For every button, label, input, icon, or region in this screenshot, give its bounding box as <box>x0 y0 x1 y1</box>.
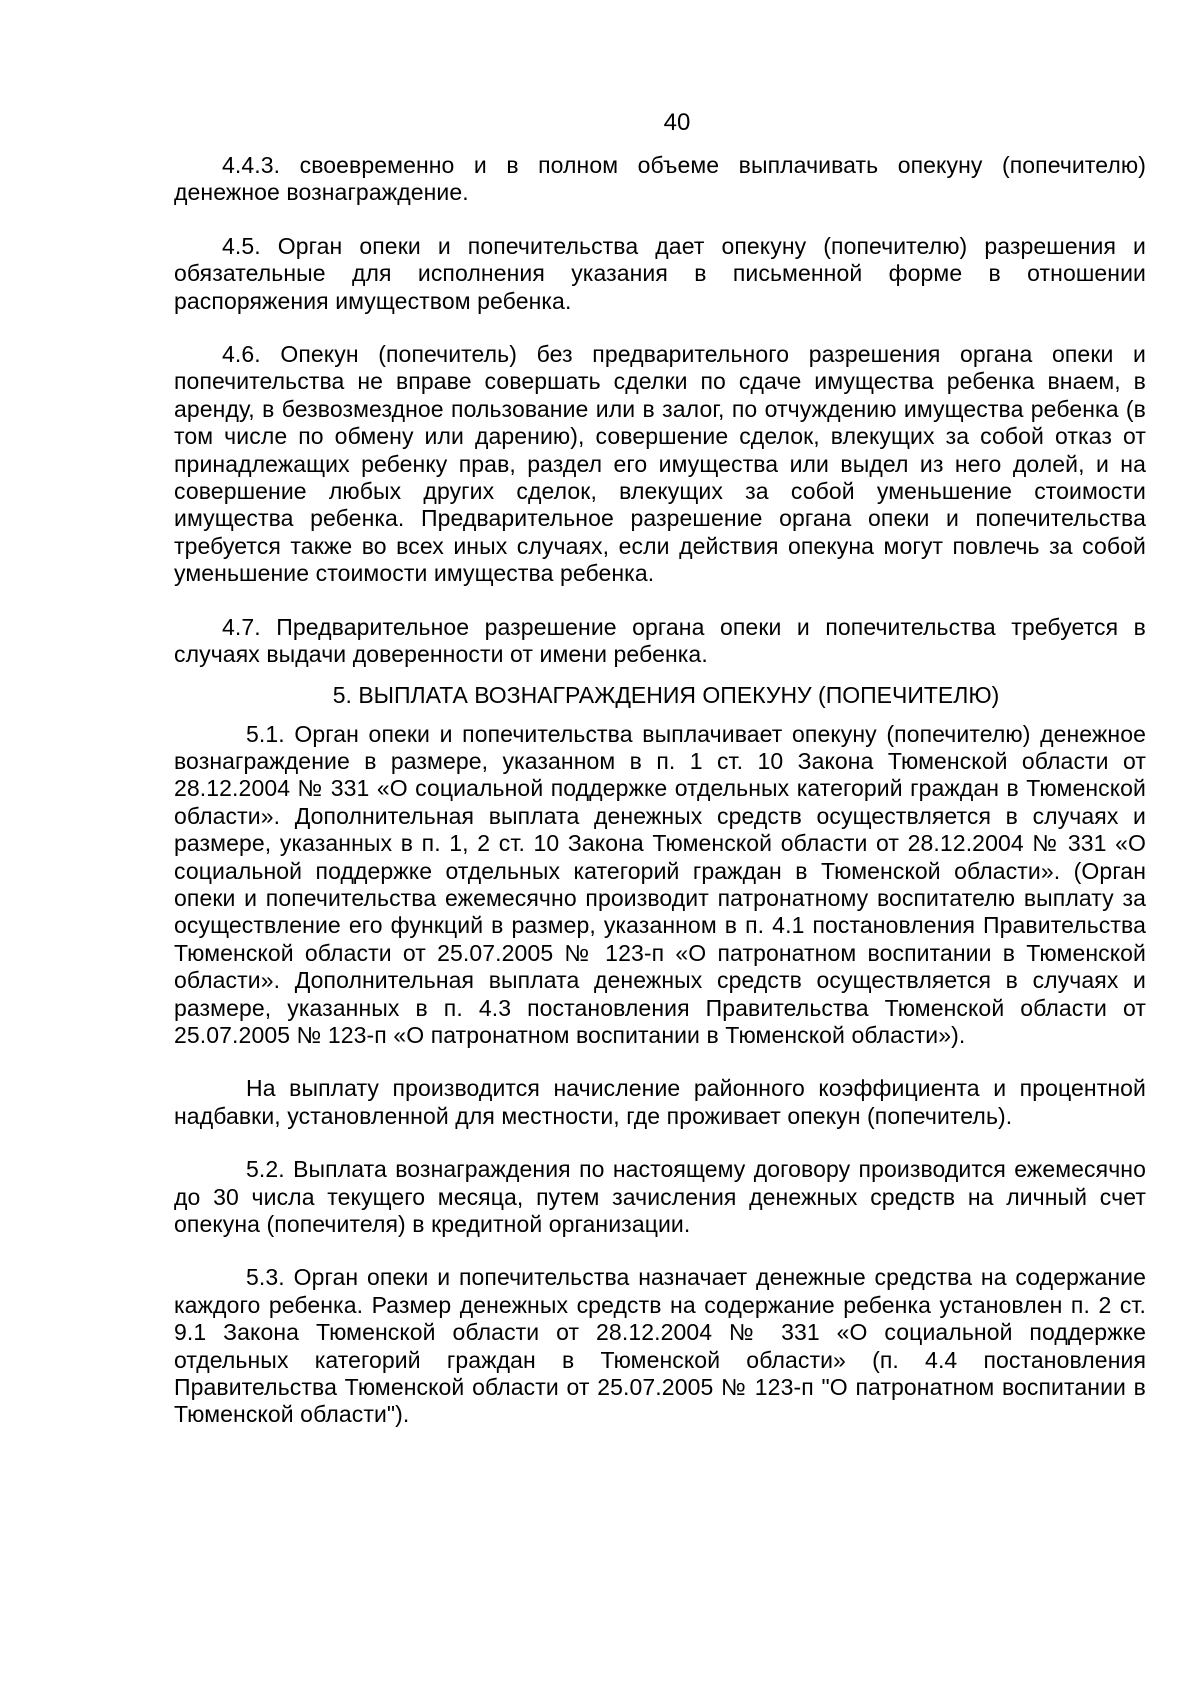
paragraph-5-3: 5.3. Орган опеки и попечительства назначает денежные средства на содержание каждого ребенка. Размер денежных средств на содержание ребенка установлен п. 2 ст. 9.1 Закона Тюменской области от 28.12.2004 № 331 «О социальной поддержке отдельных категорий граждан в Тюменской области» (п. 4.4 постановления Правительства Тюменской области от 25.07.2005 № 123-п "О патронатном воспитании в Тюменской области"). <box>174 1264 1146 1428</box>
paragraph-4-4-3: 4.4.3. своевременно и в полном объеме выплачивать опекуну (попечителю) денежное вознаграждение. <box>174 152 1146 206</box>
paragraph-4-5: 4.5. Орган опеки и попечительства дает опекуну (попечителю) разрешения и обязательные для исполнения указания в письменной форме в отношении распоряжения имуществом ребенка. <box>174 232 1146 314</box>
document-page <box>174 108 1146 1455</box>
paragraph-4-6: 4.6. Опекун (попечитель) без предварительного разрешения органа опеки и попечительства не вправе совершать сделки по сдаче имущества ребенка внаем, в аренду, в безвозмездное пользование или в залог, по отчуждению имущества ребенка (в том числе по обмену или дарению), совершение сделок, влекущих за собой отказ от принадлежащих ребенку прав, раздел его имущества или выдел из него долей, и на совершение любых других сделок, влекущих за собой уменьшение стоимости имущества ребенка. Предварительное разрешение органа опеки и попечительства требуется также во всех иных случаях, если действия опекуна могут повлечь за собой уменьшение стоимости имущества ребенка. <box>174 341 1146 587</box>
paragraph-4-7: 4.7. Предварительное разрешение органа опеки и попечительства требуется в случаях выдачи доверенности от имени ребенка. <box>174 613 1146 668</box>
paragraph-allowance: На выплату производится начисление районного коэффициента и процентной надбавки, установленной для местности, где проживает опекун (попечитель). <box>174 1075 1146 1129</box>
paragraph-5-2: 5.2. Выплата вознаграждения по настоящему договору производится ежемесячно до 30 числа текущего месяца, путем зачисления денежных средств на личный счет опекуна (попечителя) в кредитной организации. <box>174 1156 1146 1237</box>
page-number: 40 <box>663 109 691 136</box>
section-heading: 5. ВЫПЛАТА ВОЗНАГРАЖДЕНИЯ ОПЕКУНУ (ПОПЕЧИТЕЛЮ) <box>332 681 1000 708</box>
paragraph-5-1: 5.1. Орган опеки и попечительства выплачивает опекуну (попечителю) денежное вознаграждение в размере, указанном в п. 1 ст. 10 Закона Тюменской области от 28.12.2004 № 331 «О социальной поддержке отдельных категорий граждан в Тюменской области». Дополнительная выплата денежных средств осуществляется в случаях и размере, указанных в п. 1, 2 ст. 10 Закона Тюменской области от 28.12.2004 № 331 «О социальной поддержке отдельных категорий граждан в Тюменской области». (Орган опеки и попечительства ежемесячно производит патронатному воспитателю выплату за осуществление его функций в размер, указанном в п. 4.1 постановления Правительства Тюменской области от 25.07.2005 № 123-п «О патронатном воспитании в Тюменской области». Дополнительная выплата денежных средств осуществляется в случаях и размере, указанных в п. 4.3 постановления Правительства Тюменской области от 25.07.2005 № 123-п «О патронатном воспитании в Тюменской области»). <box>174 720 1146 1048</box>
